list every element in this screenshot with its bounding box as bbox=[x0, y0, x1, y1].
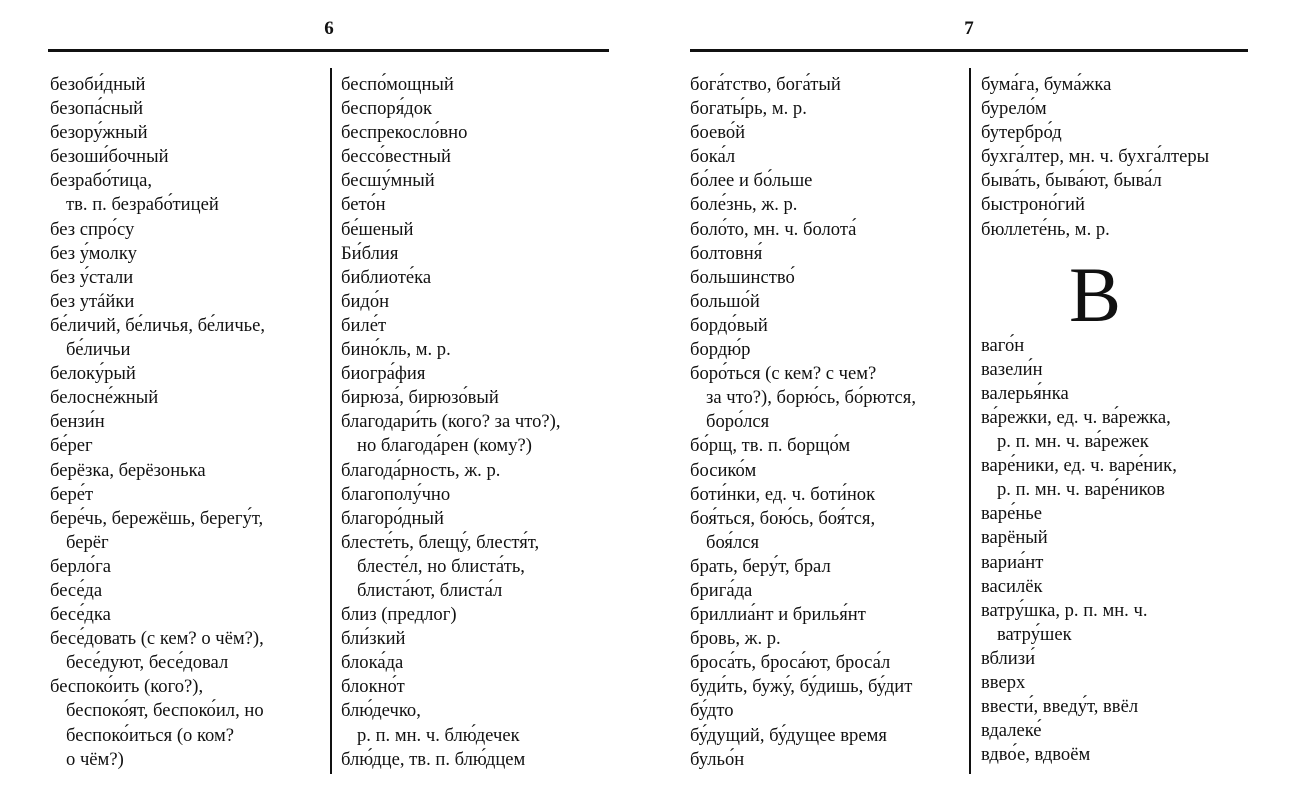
header-rule-left bbox=[48, 49, 609, 52]
entry-continuation: но благода́рен (кому?) bbox=[357, 435, 532, 457]
dictionary-entry: бюллете́нь, м. р. bbox=[981, 218, 1110, 240]
dictionary-entry: бе́шеный bbox=[341, 218, 414, 240]
dictionary-entry: Би́блия bbox=[341, 242, 399, 264]
dictionary-entry: большинство́ bbox=[690, 266, 795, 288]
entry-continuation: бесе́дуют, бесе́довал bbox=[66, 652, 229, 674]
dictionary-entry: благополу́чно bbox=[341, 483, 451, 505]
dictionary-entry: безоши́бочный bbox=[50, 146, 169, 168]
dictionary-entry: брига́да bbox=[690, 579, 753, 601]
dictionary-entry: бесе́дка bbox=[50, 604, 111, 626]
dictionary-entry: василёк bbox=[981, 575, 1043, 597]
dictionary-entry: боло́то, мн. ч. болота́ bbox=[690, 218, 857, 240]
dictionary-entry: боле́знь, ж. р. bbox=[690, 194, 798, 216]
entry-continuation: ватру́шек bbox=[997, 623, 1072, 645]
entry-continuation: блиста́ют, блиста́л bbox=[357, 579, 503, 601]
header-rule-right bbox=[690, 49, 1248, 52]
dictionary-entry: бо́лее и бо́льше bbox=[690, 170, 813, 192]
dictionary-entry: бидо́н bbox=[341, 290, 390, 312]
dictionary-entry: брать, беру́т, брал bbox=[690, 555, 831, 577]
dictionary-entry: бога́тство, бога́тый bbox=[690, 74, 841, 95]
dictionary-entry: биле́т bbox=[341, 314, 387, 336]
dictionary-entry: бензи́н bbox=[50, 411, 105, 433]
entry-continuation: беспоко́иться (о ком? bbox=[66, 724, 235, 746]
dictionary-entry: биогра́фия bbox=[341, 363, 426, 385]
dictionary-entry: благоро́дный bbox=[341, 507, 444, 529]
entry-continuation: беспоко́ят, беспоко́ил, но bbox=[66, 700, 264, 722]
dictionary-entry: бу́дущий, бу́дущее время bbox=[690, 724, 887, 746]
dictionary-entry: бе́рег bbox=[50, 435, 93, 457]
entry-continuation: за что?), борю́сь, бо́рются, bbox=[706, 387, 916, 409]
entry-column-2 bbox=[341, 73, 560, 772]
dictionary-entry: бурело́м bbox=[981, 98, 1047, 120]
dictionary-entry: боти́нки, ед. ч. боти́нок bbox=[690, 483, 876, 505]
dictionary-entry: благода́рность, ж. р. bbox=[341, 459, 501, 481]
dictionary-entry: бума́га, бума́жка bbox=[981, 74, 1112, 95]
dictionary-entry: бе́личий, бе́личья, бе́личье, bbox=[50, 314, 266, 336]
dictionary-entry: бриллиа́нт и брилья́нт bbox=[690, 604, 866, 626]
dictionary-entry: без утáйки bbox=[50, 290, 135, 312]
dictionary-entry: бухга́лтер, мн. ч. бухга́лтеры bbox=[981, 146, 1210, 168]
entry-continuation: о чём?) bbox=[66, 748, 124, 770]
dictionary-entry: бордю́р bbox=[690, 339, 751, 361]
dictionary-entry: вблизи́ bbox=[981, 647, 1036, 669]
dictionary-entry: бесшу́мный bbox=[341, 170, 435, 192]
entry-column-3 bbox=[690, 73, 916, 772]
dictionary-entry: бо́рщ, тв. п. борщо́м bbox=[690, 435, 851, 457]
dictionary-entry: бесе́довать (с кем? о чём?), bbox=[50, 628, 264, 650]
dictionary-entry: большо́й bbox=[690, 290, 760, 312]
dictionary-entry: беспрекосло́вно bbox=[341, 122, 468, 144]
dictionary-entry: быва́ть, быва́ют, быва́л bbox=[981, 170, 1162, 192]
dictionary-entry: бере́т bbox=[50, 483, 94, 505]
dictionary-entry: безору́жный bbox=[50, 122, 148, 144]
dictionary-entry: богаты́рь, м. р. bbox=[690, 98, 807, 120]
dictionary-entry: бока́л bbox=[690, 146, 736, 168]
dictionary-entry: берёзка, берёзонька bbox=[50, 459, 206, 481]
dictionary-entry: бирюза́, бирюзо́вый bbox=[341, 387, 499, 409]
dictionary-entry: блокно́т bbox=[341, 676, 405, 698]
entry-continuation: блесте́л, но блиста́ть, bbox=[357, 555, 525, 577]
dictionary-entry: бу́дто bbox=[690, 700, 734, 722]
entry-continuation: р. п. мн. ч. блю́дечек bbox=[357, 724, 520, 746]
dictionary-entry: быстроно́гий bbox=[981, 194, 1085, 216]
dictionary-entry: бульо́н bbox=[690, 748, 745, 770]
dictionary-entry: беспоко́ить (кого?), bbox=[50, 676, 204, 698]
dictionary-entry: блока́да bbox=[341, 652, 404, 674]
page-number-right: 7 bbox=[964, 18, 974, 39]
entry-column-4 bbox=[981, 73, 1209, 767]
entry-continuation: бе́личьи bbox=[66, 339, 131, 361]
dictionary-entry: безрабо́тица, bbox=[50, 170, 153, 192]
dictionary-entry: броса́ть, броса́ют, броса́л bbox=[690, 652, 891, 674]
entry-continuation: боя́лся bbox=[706, 531, 760, 553]
dictionary-entry: беспоря́док bbox=[341, 98, 433, 120]
dictionary-entry: бето́н bbox=[341, 194, 386, 216]
section-letter: В bbox=[1069, 250, 1122, 338]
dictionary-entry: беспо́мощный bbox=[341, 74, 454, 95]
dictionary-entry: вариа́нт bbox=[981, 551, 1044, 573]
dictionary-entry: бессо́вестный bbox=[341, 146, 451, 168]
dictionary-entry: библиоте́ка bbox=[341, 266, 432, 288]
entry-column-1 bbox=[50, 73, 265, 772]
entry-continuation: боро́лся bbox=[706, 411, 770, 433]
column-divider-left bbox=[330, 68, 332, 774]
entry-continuation: р. п. мн. ч. варе́ников bbox=[997, 479, 1165, 501]
dictionary-entry: бордо́вый bbox=[690, 314, 768, 336]
dictionary-entry: безопа́сный bbox=[50, 98, 144, 120]
dictionary-entry: варе́нье bbox=[981, 503, 1043, 525]
dictionary-entry: блесте́ть, блещу́, блестя́т, bbox=[341, 531, 540, 553]
dictionary-entry: блю́дце, тв. п. блю́дцем bbox=[341, 748, 526, 770]
dictionary-entry: ввести́, введу́т, ввёл bbox=[981, 696, 1139, 718]
dictionary-entry: буди́ть, бужу́, бу́дишь, бу́дит bbox=[690, 676, 913, 698]
dictionary-entry: белосне́жный bbox=[50, 387, 159, 409]
dictionary-entry: вверх bbox=[981, 671, 1026, 693]
dictionary-entry: варёный bbox=[981, 527, 1048, 549]
dictionary-entry: вазели́н bbox=[981, 358, 1043, 380]
dictionary-entry: ва́режки, ед. ч. ва́режка, bbox=[981, 406, 1171, 428]
dictionary-entry: близ (предлог) bbox=[341, 604, 457, 626]
dictionary-entry: валерья́нка bbox=[981, 382, 1069, 404]
dictionary-entry: без спро́су bbox=[50, 218, 135, 240]
entry-continuation: берёг bbox=[66, 531, 109, 553]
dictionary-entry: вдво́е, вдвоём bbox=[981, 744, 1091, 766]
column-divider-right bbox=[969, 68, 971, 774]
dictionary-entry: без у́молку bbox=[50, 242, 137, 264]
dictionary-entry: безоби́дный bbox=[50, 74, 146, 95]
dictionary-entry: бровь, ж. р. bbox=[690, 628, 781, 650]
dictionary-entry: берло́га bbox=[50, 555, 111, 577]
dictionary-entry: болтовня́ bbox=[690, 242, 763, 264]
dictionary-entry: босико́м bbox=[690, 459, 757, 481]
dictionary-entry: боро́ться (с кем? с чем? bbox=[690, 363, 877, 385]
entry-continuation: тв. п. безрабо́тицей bbox=[66, 194, 219, 216]
dictionary-entry: бино́кль, м. р. bbox=[341, 339, 451, 361]
dictionary-entry: бесе́да bbox=[50, 579, 103, 601]
dictionary-entry: белоку́рый bbox=[50, 363, 136, 385]
dictionary-entry: бутербро́д bbox=[981, 122, 1062, 144]
dictionary-entry: ватру́шка, р. п. мн. ч. bbox=[981, 599, 1148, 621]
dictionary-entry: бли́зкий bbox=[341, 628, 406, 650]
entry-continuation: р. п. мн. ч. ва́режек bbox=[997, 431, 1149, 453]
dictionary-entry: без у́стали bbox=[50, 266, 134, 288]
dictionary-entry: бере́чь, бережёшь, берегу́т, bbox=[50, 507, 264, 529]
dictionary-entry: варе́ники, ед. ч. варе́ник, bbox=[981, 455, 1177, 477]
dictionary-entry: ваго́н bbox=[981, 334, 1025, 356]
page-number-left: 6 bbox=[324, 18, 334, 39]
dictionary-entry: боя́ться, бою́сь, боя́тся, bbox=[690, 507, 876, 529]
dictionary-entry: боево́й bbox=[690, 122, 746, 144]
dictionary-entry: вдалеке́ bbox=[981, 720, 1042, 742]
dictionary-entry: благодари́ть (кого? за что?), bbox=[341, 411, 561, 433]
dictionary-entry: блю́дечко, bbox=[341, 700, 421, 722]
